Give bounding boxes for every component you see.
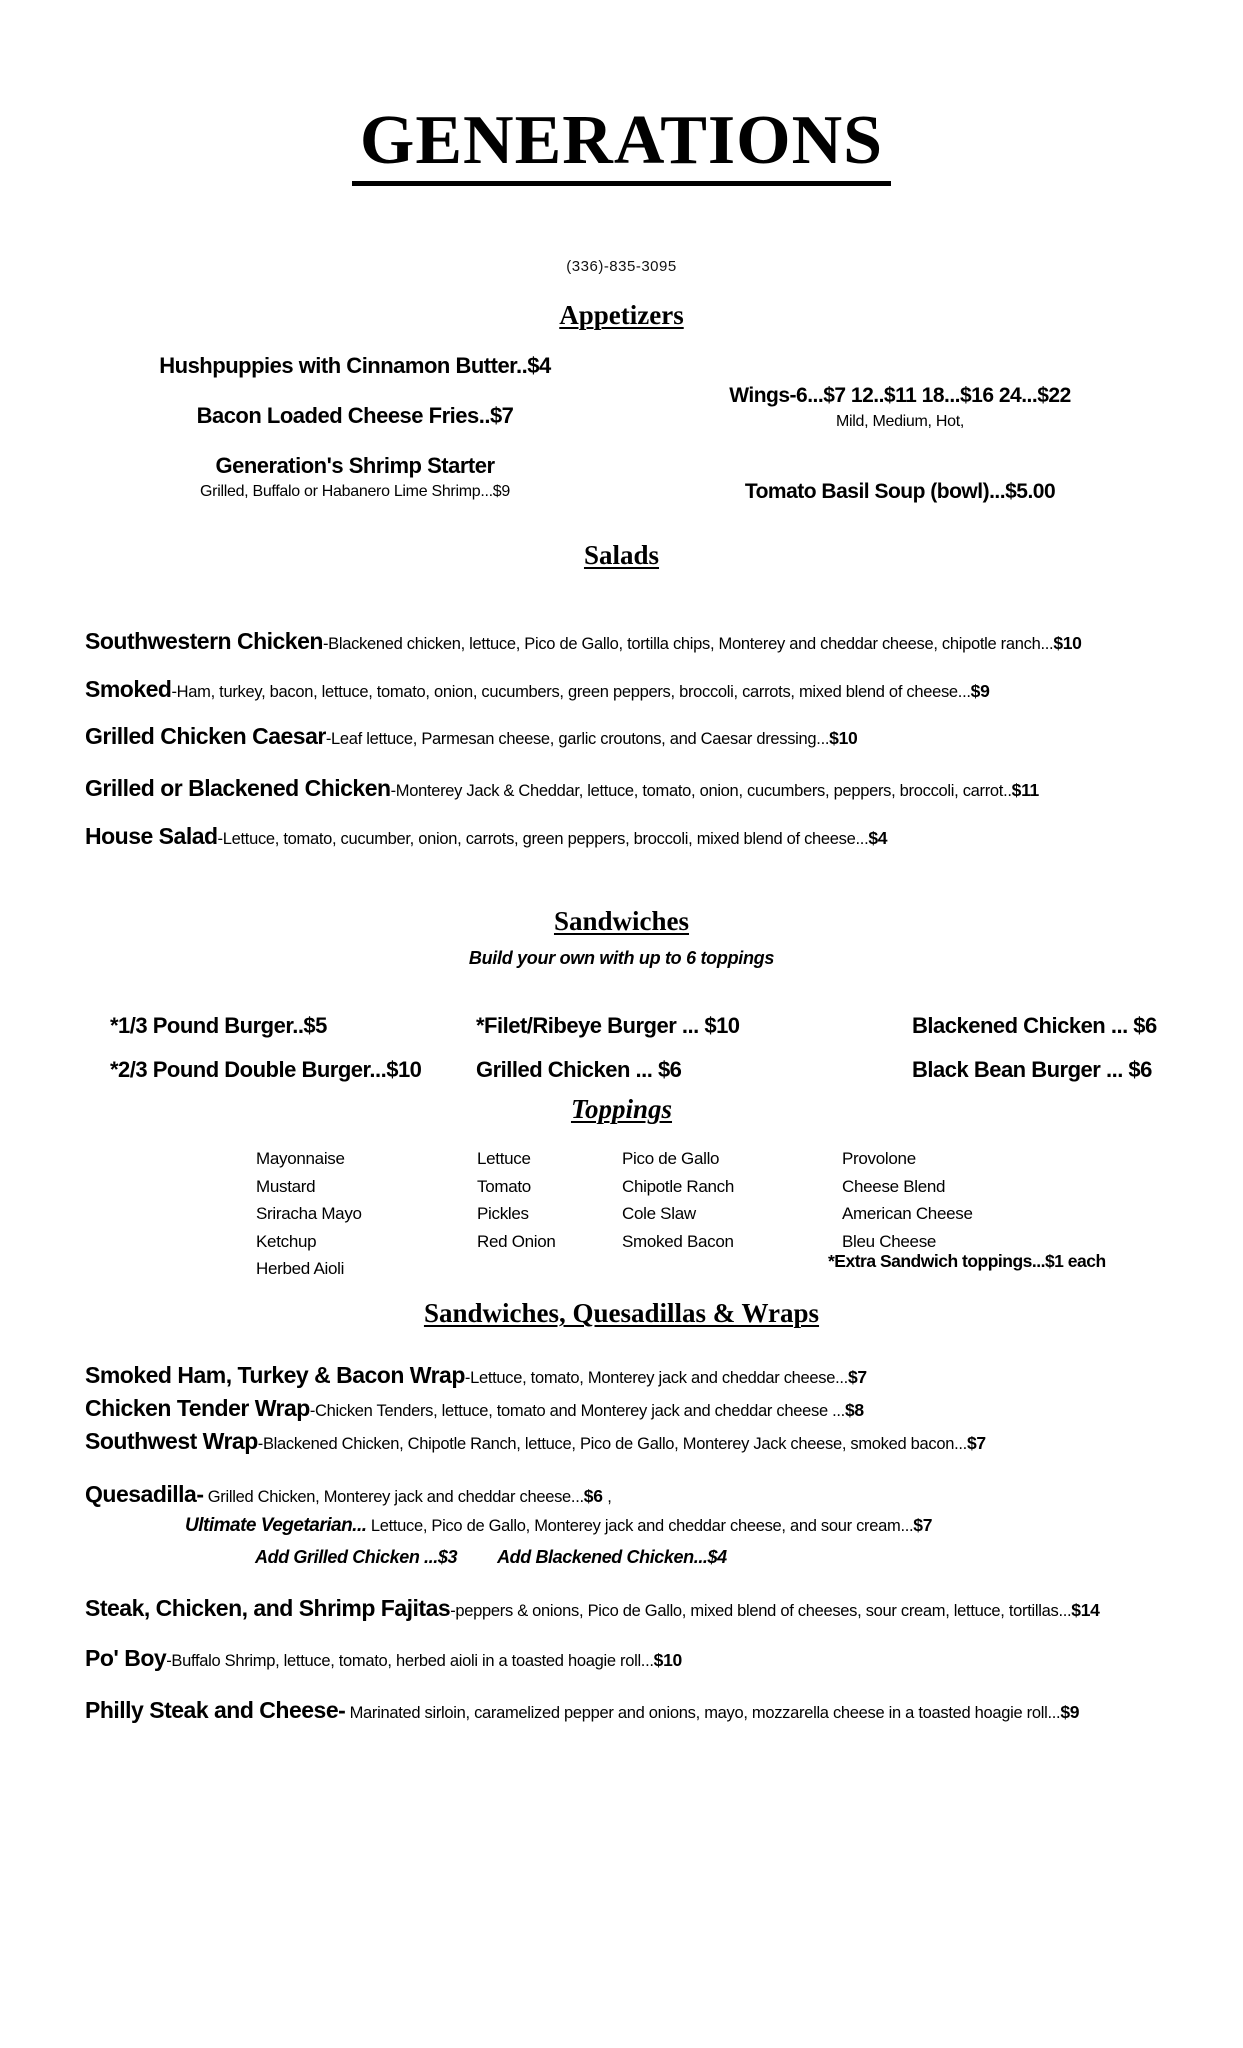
quesadilla-add-ons: [255, 1547, 727, 1568]
ultimate-vegetarian-item: [185, 1515, 932, 1537]
menu-item-name: Tomato Basil Soup (bowl)...$5.00: [744, 480, 1056, 503]
menu-item-description: -Leaf lettuce, Parmesan cheese, garlic croutons, and Caesar dressing...: [325, 730, 830, 748]
topping-item: Herbed Aioli: [256, 1259, 345, 1278]
topping-item: Ketchup: [256, 1231, 317, 1251]
menu-item-tail: ,: [602, 1488, 612, 1506]
menu-item-name: Steak, Chicken, and Shrimp Fajitas: [85, 1595, 451, 1621]
menu-item-name: Po' Boy: [85, 1645, 167, 1671]
toppings-column-2: [477, 1145, 556, 1255]
menu-item-name: *Filet/Ribeye Burger ... $10: [476, 1013, 740, 1038]
menu-item: [85, 452, 625, 504]
menu-item-name: Ultimate Vegetarian...: [185, 1515, 367, 1536]
menu-item-name: Generation's Shrimp Starter: [215, 453, 495, 478]
menu-item-price: $10: [653, 1650, 682, 1670]
menu-item-name: Southwestern Chicken: [85, 628, 323, 654]
menu-item-price: $11: [1011, 780, 1039, 800]
toppings-column-3: [622, 1145, 734, 1255]
appetizers-right-column: [660, 382, 1140, 550]
menu-item-price: $10: [1053, 633, 1082, 653]
menu-item-name: Southwest Wrap: [85, 1428, 258, 1454]
sandwiches-heading: Sandwiches: [553, 906, 690, 936]
topping-item: Lettuce: [477, 1149, 531, 1168]
topping-item: Chipotle Ranch: [622, 1176, 735, 1196]
phone-number: (336)-835-3095: [566, 258, 677, 275]
menu-item-name: House Salad: [85, 823, 218, 849]
menu-item: [85, 1698, 1079, 1726]
menu-item-description: Grilled, Buffalo or Habanero Lime Shrimp...$9: [200, 483, 510, 500]
menu-item-price: $10: [829, 728, 858, 748]
menu-item: [85, 777, 1039, 803]
menu-item-description: -Ham, turkey, bacon, lettuce, tomato, onion, cucumbers, green peppers, broccoli, carrots, mixed blend of cheese...: [171, 683, 971, 701]
appetizers-left-column: [85, 352, 625, 526]
topping-item: American Cheese: [842, 1204, 973, 1223]
menu-item-name: Smoked: [85, 676, 172, 702]
menu-item-price: $7: [966, 1433, 986, 1453]
menu-item-description: -Blackened Chicken, Chipotle Ranch, lettuce, Pico de Gallo, Monterey Jack cheese, smoked bacon...: [257, 1435, 967, 1453]
menu-item-description: -Monterey Jack & Cheddar, lettuce, tomato, onion, cucumbers, peppers, broccoli, carrot..: [390, 782, 1012, 800]
menu-item-price: $9: [970, 681, 990, 701]
add-grilled-chicken: Add Grilled Chicken ...$3: [255, 1547, 458, 1567]
menu-item-price: $9: [1060, 1702, 1080, 1722]
menu-item-name: Bacon Loaded Cheese Fries..$7: [196, 403, 514, 428]
menu-item: [85, 725, 857, 751]
menu-item-description: Grilled Chicken, Monterey jack and cheddar cheese...: [203, 1488, 584, 1506]
wraps-heading: Sandwiches, Quesadillas & Wraps: [423, 1298, 820, 1328]
menu-item: [85, 1646, 682, 1674]
topping-item: Smoked Bacon: [622, 1231, 734, 1251]
salads-heading: Salads: [583, 540, 660, 570]
topping-item: Pickles: [477, 1204, 529, 1223]
menu-item-price: $7: [913, 1515, 933, 1535]
topping-item: Bleu Cheese: [842, 1231, 937, 1251]
menu-item: [85, 678, 990, 704]
wraps-list: [85, 1363, 1205, 1783]
extra-toppings-note: *Extra Sandwich toppings...$1 each: [828, 1251, 1106, 1271]
menu-item: [85, 825, 887, 851]
menu-item-name: Philly Steak and Cheese-: [85, 1697, 346, 1723]
sandwiches-subtitle: Build your own with up to 6 toppings: [468, 948, 775, 968]
menu-item-price: $6: [583, 1486, 603, 1506]
menu-item-name: Quesadilla-: [85, 1481, 204, 1507]
menu-item-description: -peppers & onions, Pico de Gallo, mixed blend of cheeses, sour cream, lettuce, tortillas...: [450, 1602, 1072, 1620]
topping-item: Sriracha Mayo: [256, 1204, 362, 1223]
menu-item-description: -Buffalo Shrimp, lettuce, tomato, herbed aioli in a toasted hoagie roll...: [166, 1652, 654, 1670]
menu-item-name: Grilled Chicken ... $6: [476, 1057, 682, 1082]
restaurant-name: GENERATIONS: [352, 106, 891, 186]
menu-item-name: Grilled or Blackened Chicken: [85, 775, 391, 801]
topping-item: Cheese Blend: [842, 1176, 946, 1196]
menu-item-description: -Lettuce, tomato, cucumber, onion, carrots, green peppers, broccoli, mixed blend of cheese...: [217, 830, 869, 848]
menu-item-name: *1/3 Pound Burger..$5: [110, 1013, 327, 1038]
menu-item-name: *2/3 Pound Double Burger...$10: [110, 1057, 422, 1082]
menu-item-name: Chicken Tender Wrap: [85, 1395, 310, 1421]
menu-item-name: Smoked Ham, Turkey & Bacon Wrap: [85, 1362, 465, 1388]
menu-item: [85, 402, 625, 430]
toppings-heading: Toppings: [570, 1094, 673, 1124]
menu-item-description: -Blackened chicken, lettuce, Pico de Gallo, tortilla chips, Monterey and cheddar cheese, chipotle ranch...: [322, 635, 1054, 653]
menu-item: [85, 630, 1082, 656]
menu-item-description: Mild, Medium, Hot,: [836, 413, 964, 430]
appetizers-heading: Appetizers: [559, 300, 684, 330]
toppings-column-4: [842, 1145, 973, 1255]
salads-list: [85, 630, 1195, 860]
menu-item-description: -Lettuce, tomato, Monterey jack and cheddar cheese...: [464, 1369, 848, 1387]
add-blackened-chicken: Add Blackened Chicken...$4: [497, 1547, 727, 1567]
sandwiches-column-3: [912, 1012, 1157, 1100]
title-block: [0, 102, 1243, 186]
topping-item: Provolone: [842, 1149, 916, 1168]
menu-item-name: Blackened Chicken ... $6: [912, 1013, 1157, 1038]
toppings-column-1: [256, 1145, 362, 1283]
menu-item-price: $7: [847, 1367, 867, 1387]
menu-item-name: Hushpuppies with Cinnamon Butter..$4: [159, 353, 551, 378]
menu-item: [85, 1482, 612, 1510]
menu-item-description: Lettuce, Pico de Gallo, Monterey jack and cheddar cheese, and sour cream...: [366, 1517, 914, 1535]
topping-item: Mustard: [256, 1176, 316, 1196]
menu-item: [660, 382, 1140, 434]
sandwiches-column-2: [476, 1012, 740, 1100]
menu-item-name: Black Bean Burger ... $6: [912, 1057, 1152, 1082]
menu-item-name: Grilled Chicken Caesar: [85, 723, 326, 749]
topping-item: Red Onion: [477, 1231, 556, 1251]
menu-item-description: Marinated sirloin, caramelized pepper and onions, mayo, mozzarella cheese in a toasted hoagie roll...: [345, 1704, 1061, 1722]
menu-item: [85, 1396, 864, 1424]
menu-item: [660, 478, 1140, 506]
menu-item: [85, 1596, 1100, 1624]
topping-item: Cole Slaw: [622, 1204, 696, 1223]
topping-item: Tomato: [477, 1176, 531, 1196]
topping-item: Mayonnaise: [256, 1149, 345, 1168]
menu-item: [85, 1429, 986, 1457]
menu-item-price: $8: [844, 1400, 864, 1420]
menu-item-price: $4: [868, 828, 888, 848]
menu-item-description: -Chicken Tenders, lettuce, tomato and Monterey jack and cheddar cheese ...: [309, 1402, 845, 1420]
menu-item: [85, 352, 625, 380]
topping-item: Pico de Gallo: [622, 1149, 720, 1168]
menu-item-name: Wings-6...$7 12..$11 18...$16 24...$22: [729, 384, 1071, 407]
menu-item-price: $14: [1071, 1600, 1100, 1620]
sandwiches-column-1: [110, 1012, 421, 1100]
menu-item: [85, 1363, 867, 1391]
